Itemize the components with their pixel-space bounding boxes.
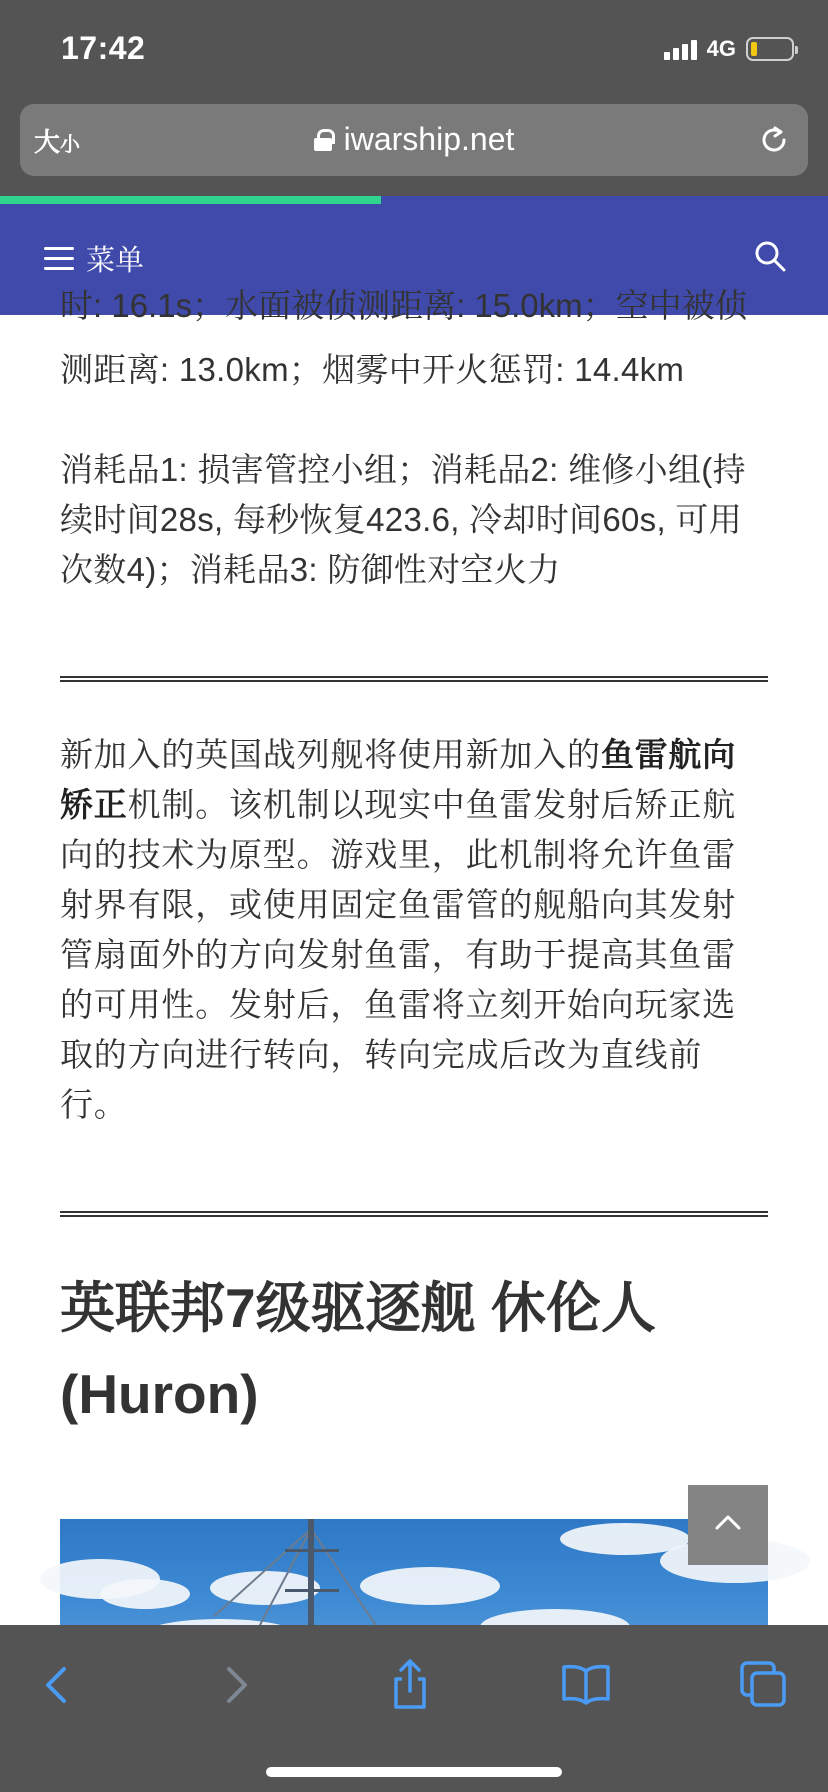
bold-term: 鱼雷航向矫正 <box>60 736 737 823</box>
status-indicators <box>664 36 794 62</box>
chevron-up-icon <box>714 1513 742 1531</box>
section-heading: 英联邦7级驱逐舰 休伦人 (Huron) <box>60 1277 656 1425</box>
article-content <box>60 287 768 1625</box>
back-to-top-button[interactable] <box>688 1485 768 1565</box>
page-load-progress <box>0 196 828 204</box>
url-text: iwarship.net <box>343 121 515 157</box>
paragraph-text: 机制。该机制以现实中鱼雷发射后矫正航向的技术为原型。游戏里，此机制将允许鱼雷射界有限，或使用固定鱼雷管的舰船向其发射管扇面外的方向发射鱼雷，有助于提高其鱼雷的可用性。发射后，鱼雷将立刻开始向玩家选取的方向进行转向，转向完成后改为直线前行。 <box>60 786 737 1123</box>
paragraph-text: 新加入的英国战列舰将使用新加入的 <box>60 736 601 773</box>
battery-icon <box>746 37 794 61</box>
lock-icon <box>314 129 332 151</box>
text-size-small: 小 <box>60 134 81 156</box>
section-divider <box>60 1211 768 1217</box>
back-icon[interactable] <box>28 1655 88 1715</box>
menu-button[interactable] <box>44 238 144 279</box>
search-icon[interactable] <box>752 238 788 274</box>
browser-toolbar <box>0 1625 828 1792</box>
network-label: 4G <box>706 36 736 61</box>
reload-icon[interactable] <box>756 122 792 158</box>
battery-level <box>751 42 757 56</box>
url-display[interactable] <box>20 121 808 158</box>
signal-icon <box>664 38 697 60</box>
home-indicator[interactable] <box>266 1767 562 1777</box>
article-paragraph: 消耗品1: 损害管控小组；消耗品2: 维修小组(持续时间28s, 每秒恢复423.6, 冷却时间60s, 可用次数4)；消耗品3: 防御性对空火力 <box>60 451 746 588</box>
menu-label: 菜单 <box>86 245 145 277</box>
article-text-cut-line: 时: 16.1s；水面被侦测距离: 15.0km；空中被侦 <box>60 287 748 324</box>
bookmarks-icon[interactable] <box>556 1655 616 1715</box>
hamburger-icon <box>44 247 74 270</box>
article-paragraph <box>60 730 768 1130</box>
browser-top-chrome <box>0 0 828 196</box>
forward-icon <box>205 1655 265 1715</box>
status-time: 17:42 <box>61 30 146 66</box>
share-icon[interactable] <box>380 1655 440 1715</box>
text-size-big: 大 <box>34 127 61 157</box>
tabs-icon[interactable] <box>734 1655 794 1715</box>
section-divider <box>60 676 768 682</box>
page-load-progress-fill <box>0 196 381 204</box>
address-bar[interactable] <box>20 104 808 176</box>
article-paragraph: 测距离: 13.0km；烟雾中开火惩罚: 14.4km <box>60 351 685 388</box>
